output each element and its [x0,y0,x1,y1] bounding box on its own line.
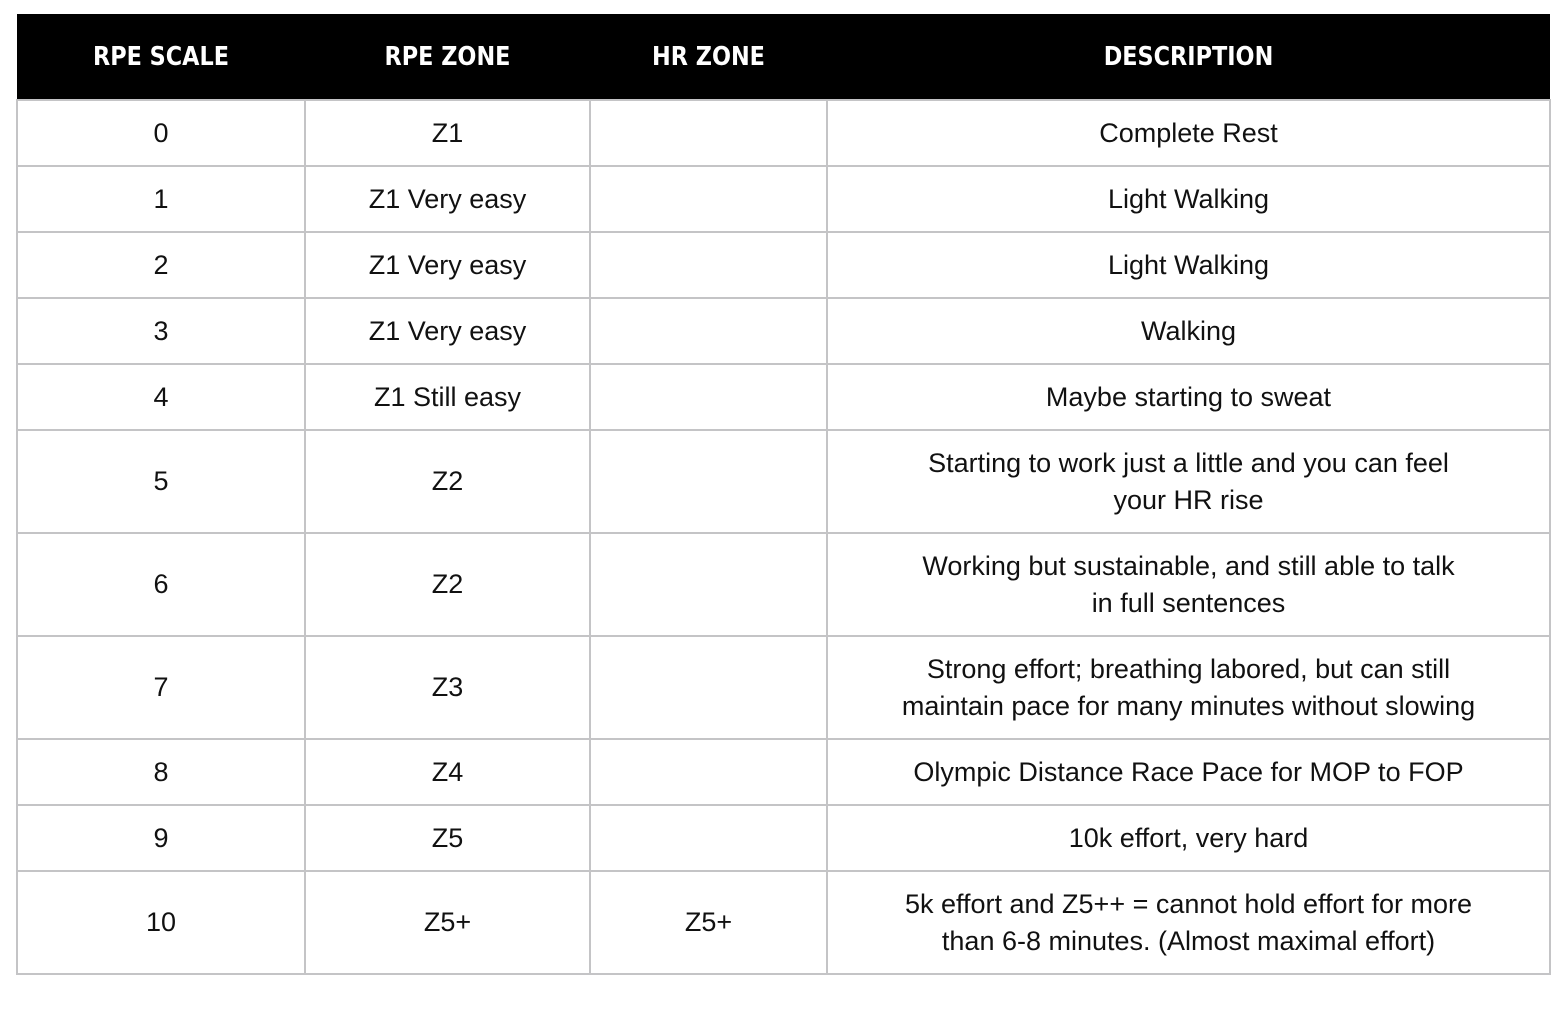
table-row [17,739,1550,805]
table-header [17,14,1550,100]
hr-zone-cell [590,166,827,232]
rpe-scale-cell: 2 [17,232,305,298]
description-cell [827,232,1550,298]
hr-zone-cell [590,533,827,636]
hr-zone-cell [590,430,827,533]
rpe-zone-cell: Z1 Very easy [305,232,590,298]
table-row [17,805,1550,871]
description-line: Walking [1140,315,1237,346]
description-line: 10k effort, very hard [1068,822,1309,853]
description-line: Starting to work just a little and you can feel [928,447,1449,478]
hr-zone-cell [590,232,827,298]
description-cell [827,298,1550,364]
table-row [17,100,1550,166]
description-line: your HR rise [1113,484,1264,515]
hr-zone-cell [590,298,827,364]
table-row [17,166,1550,232]
description-line: than 6-8 minutes. (Almost maximal effort) [941,925,1436,956]
rpe-zone-cell: Z1 Still easy [305,364,590,430]
hr-zone-cell [590,364,827,430]
description-line: Olympic Distance Race Pace for MOP to FOP [913,756,1464,787]
hr-zone-cell [590,739,827,805]
description-cell [827,430,1550,533]
rpe-zone-cell: Z2 [305,533,590,636]
header-rpe-scale: RPE SCALE [37,14,285,100]
description-line: Light Walking [1107,249,1270,280]
table-row [17,232,1550,298]
rpe-scale-cell: 7 [17,636,305,739]
rpe-zone-cell: Z1 Very easy [305,298,590,364]
table-body [17,100,1550,974]
hr-zone-cell: Z5+ [590,871,827,974]
description-cell [827,636,1550,739]
rpe-scale-cell: 1 [17,166,305,232]
table-row [17,636,1550,739]
rpe-scale-cell: 5 [17,430,305,533]
rpe-scale-table [16,14,1551,975]
description-cell [827,871,1550,974]
rpe-zone-cell: Z4 [305,739,590,805]
rpe-zone-cell: Z2 [305,430,590,533]
rpe-zone-cell: Z5+ [305,871,590,974]
rpe-scale-cell: 0 [17,100,305,166]
table-row [17,533,1550,636]
rpe-scale-cell: 8 [17,739,305,805]
rpe-zone-cell: Z1 [305,100,590,166]
header-rpe-zone: RPE ZONE [325,14,570,100]
description-cell [827,739,1550,805]
description-line: Complete Rest [1099,117,1278,148]
rpe-scale-cell: 4 [17,364,305,430]
description-cell [827,533,1550,636]
rpe-zone-cell: Z5 [305,805,590,871]
table-row [17,364,1550,430]
hr-zone-cell [590,100,827,166]
rpe-zone-cell: Z1 Very easy [305,166,590,232]
rpe-scale-cell: 10 [17,871,305,974]
table-row [17,430,1550,533]
rpe-scale-cell: 3 [17,298,305,364]
description-line: maintain pace for many minutes without slowing [901,690,1476,721]
description-line: Strong effort; breathing labored, but can still [926,653,1451,684]
table-row [17,871,1550,974]
description-line: Maybe starting to sweat [1045,381,1332,412]
rpe-scale-cell: 6 [17,533,305,636]
description-line: Working but sustainable, and still able to talk [922,550,1455,581]
description-cell [827,805,1550,871]
hr-zone-cell [590,636,827,739]
description-cell [827,100,1550,166]
description-cell [827,364,1550,430]
rpe-zone-cell: Z3 [305,636,590,739]
description-line: 5k effort and Z5++ = cannot hold effort for more [904,888,1473,919]
description-cell [827,166,1550,232]
description-line: Light Walking [1107,183,1270,214]
hr-zone-cell [590,805,827,871]
header-description: DESCRIPTION [878,14,1500,100]
table-row [17,298,1550,364]
rpe-scale-cell: 9 [17,805,305,871]
description-line: in full sentences [1091,587,1286,618]
header-hr-zone: HR ZONE [607,14,811,100]
